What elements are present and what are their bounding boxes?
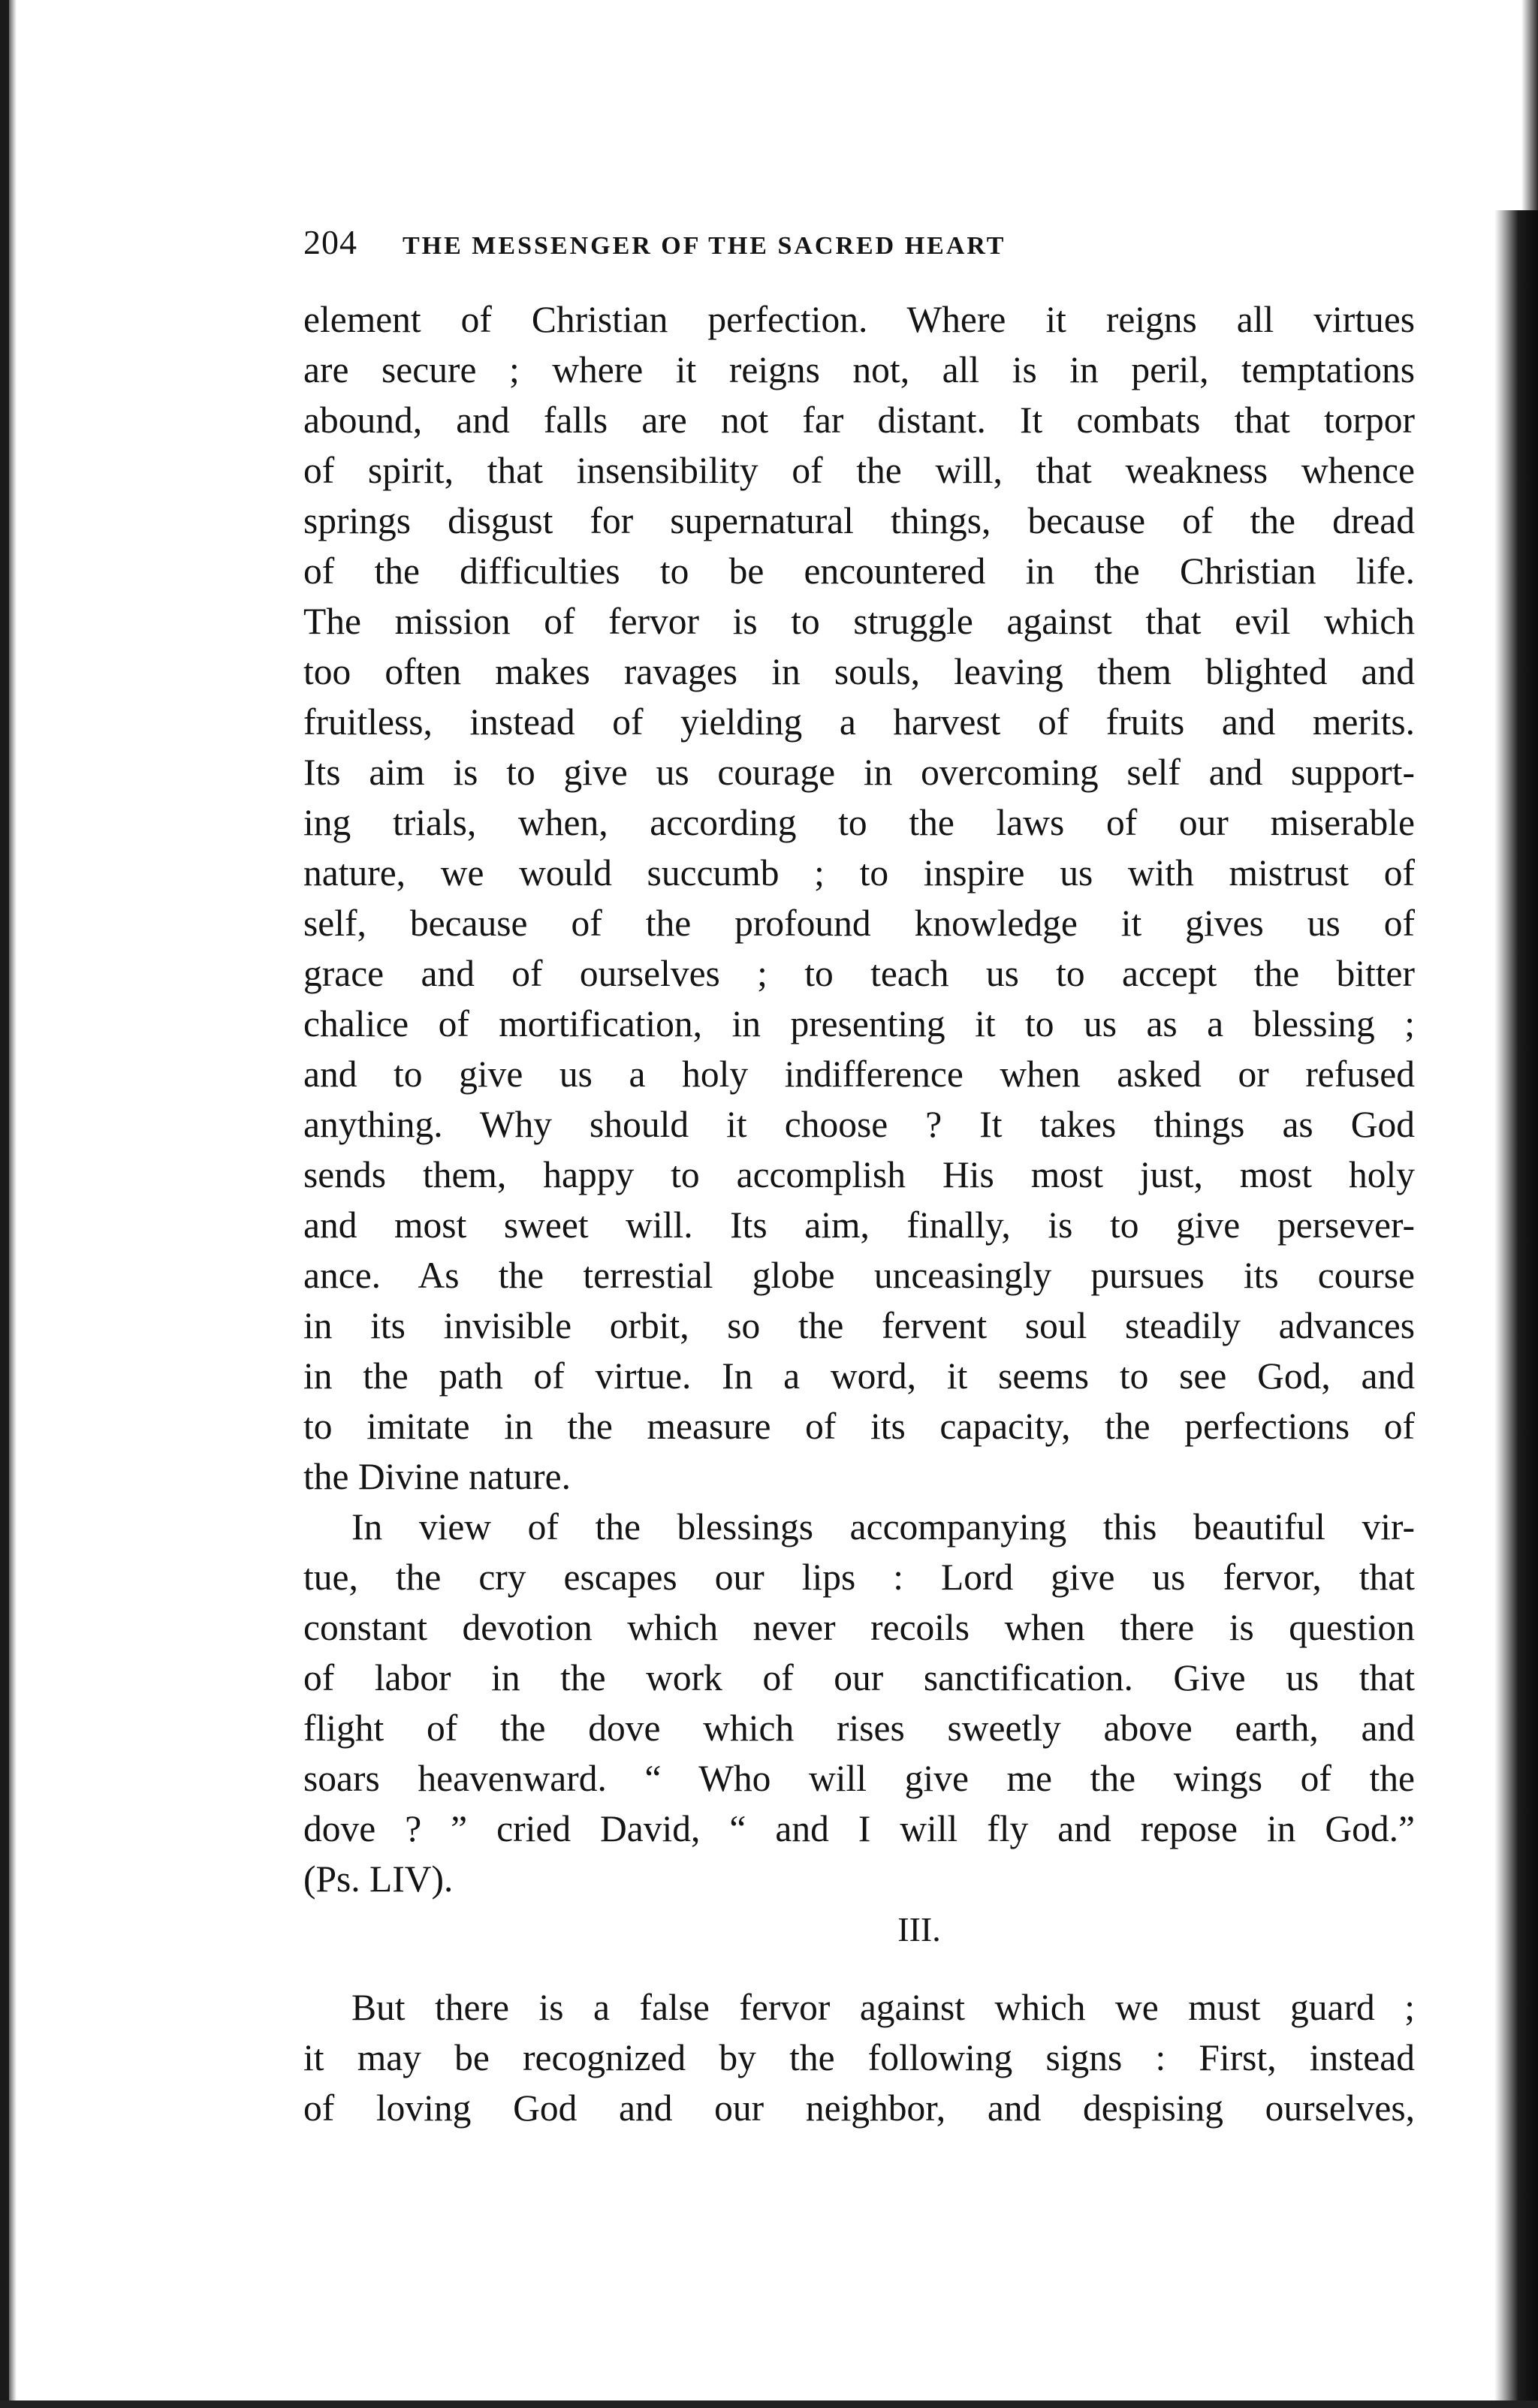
- text-line: too often makes ravages in souls, leaving them blighted and: [303, 651, 1415, 692]
- text-line: are secure ; where it reigns not, all is in peril, temptations: [303, 349, 1415, 390]
- text-line: sends them, happy to accomplish His most just, most holy: [303, 1154, 1415, 1195]
- text-line: in the path of virtue. In a word, it seems to see God, and: [303, 1355, 1415, 1397]
- paragraph-3: [303, 1982, 1415, 2133]
- text-line: tue, the cry escapes our lips : Lord give us fervor, that: [303, 1557, 1415, 1598]
- text-line: in its invisible orbit, so the fervent soul steadily advances: [303, 1305, 1415, 1346]
- text-line: it may be recognized by the following signs : First, instead: [303, 2037, 1415, 2078]
- scan-edge-left: [0, 0, 9, 2408]
- body-text: [303, 294, 1415, 2133]
- text-line: the Divine nature.: [303, 1456, 571, 1497]
- text-line: abound, and falls are not far distant. It combats that torpor: [303, 399, 1415, 441]
- text-line: chalice of mortification, in presenting it to us as a blessing ;: [303, 1003, 1415, 1044]
- text-line: grace and of ourselves ; to teach us to accept the bitter: [303, 953, 1415, 994]
- text-line: But there is a false fervor against which we must guard ;: [351, 1987, 1415, 2028]
- text-line: soars heavenward. “ Who will give me the wings of the: [303, 1758, 1415, 1799]
- running-head: THE MESSENGER OF THE SACRED HEART: [403, 232, 1006, 260]
- page-number: 204: [303, 223, 357, 261]
- text-line: ance. As the terrestial globe unceasingly pursues its course: [303, 1255, 1415, 1296]
- text-line: to imitate in the measure of its capacity, the perfections of: [303, 1406, 1415, 1447]
- text-line: of loving God and our neighbor, and despising ourselves,: [303, 2087, 1415, 2129]
- text-line: of labor in the work of our sanctification. Give us that: [303, 1657, 1415, 1698]
- text-line: anything. Why should it choose ? It takes things as God: [303, 1104, 1415, 1145]
- scan-edge-right-top: [1521, 0, 1538, 225]
- text-line: constant devotion which never recoils when there is question: [303, 1607, 1415, 1648]
- paragraph-1: [303, 294, 1415, 1502]
- text-line: fruitless, instead of yielding a harvest of fruits and merits.: [303, 701, 1415, 743]
- text-line: self, because of the profound knowledge it gives us of: [303, 903, 1415, 944]
- text-line: of the difficulties to be encountered in the Christian life.: [303, 550, 1415, 592]
- text-line: element of Christian perfection. Where it reigns all virtues: [303, 299, 1415, 340]
- text-line: of spirit, that insensibility of the will, that weakness whence: [303, 450, 1415, 491]
- text-line: dove ? ” cried David, “ and I will fly and repose in God.”: [303, 1808, 1415, 1849]
- text-line: ing trials, when, according to the laws of our miserable: [303, 802, 1415, 843]
- text-line: and most sweet will. Its aim, finally, is to give persever-: [303, 1204, 1415, 1246]
- text-line: and to give us a holy indifference when asked or refused: [303, 1053, 1415, 1095]
- scan-edge-bottom: [0, 2400, 1538, 2408]
- text-line: flight of the dove which rises sweetly above earth, and: [303, 1707, 1415, 1749]
- text-line: In view of the blessings accompanying this beautiful vir-: [351, 1506, 1415, 1548]
- paragraph-2: [303, 1502, 1415, 1904]
- text-line: Its aim is to give us courage in overcoming self and support-: [303, 752, 1415, 793]
- text-line: springs disgust for supernatural things, because of the dread: [303, 500, 1415, 541]
- section-heading: III.: [897, 1910, 941, 1948]
- scan-edge-right: [1494, 210, 1538, 2408]
- text-line: The mission of fervor is to struggle against that evil which: [303, 601, 1415, 642]
- text-line: nature, we would succumb ; to inspire us with mistrust of: [303, 852, 1415, 894]
- scan-edge-left-shadow: [9, 0, 17, 2408]
- page-header: [303, 222, 1430, 267]
- text-line: (Ps. LIV).: [303, 1858, 454, 1900]
